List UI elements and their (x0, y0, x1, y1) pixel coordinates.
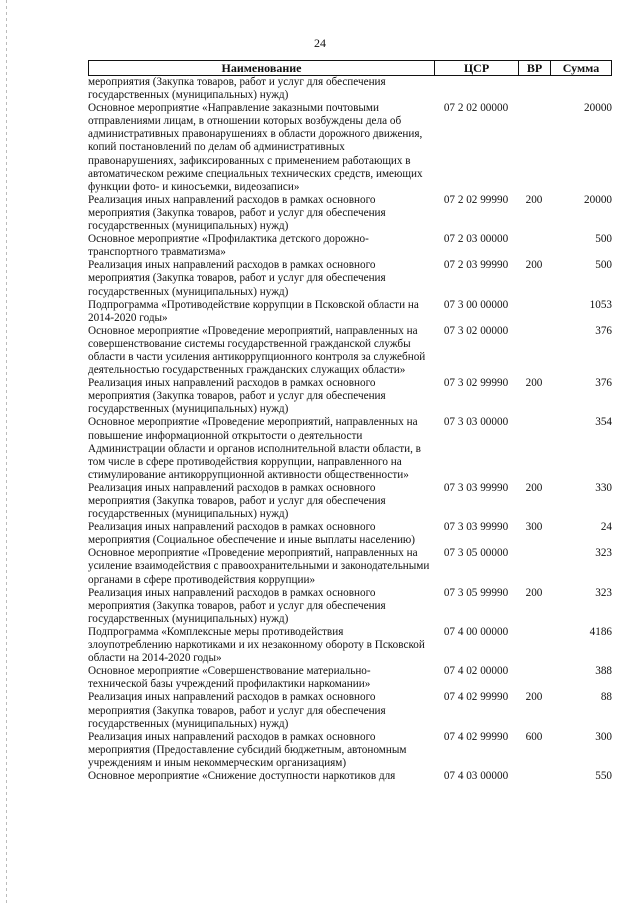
row-code: 07 4 03 00000 (443, 769, 509, 782)
row-name: Подпрограмма «Комплексные меры противодействия злоупотреблению наркотиками и их незаконному обороту в Псковской области на 2014-2020 годы» (88, 625, 425, 665)
row-name: Реализация иных направлений расходов в рамках основного мероприятия (Закупка товаров, работ и услуг для обеспечения государственных (муниципальных) нужд) (88, 377, 386, 416)
row-vr: 200 (525, 691, 543, 704)
row-sum: 388 (595, 665, 612, 678)
row-code: 07 4 00 00000 (443, 625, 509, 638)
row-name: Реализация иных направлений расходов в рамках основного мероприятия (Закупка товаров, работ и услуг для обеспечения государственных (муниципальных) нужд) (88, 691, 386, 730)
row-code (434, 76, 518, 102)
header-vr: ВР (519, 61, 551, 75)
row-code: 07 3 05 99990 (443, 586, 509, 599)
table-row (88, 377, 612, 416)
table-row (88, 482, 612, 521)
table-row (88, 102, 612, 194)
table-row (88, 731, 612, 770)
row-sum: 376 (595, 377, 612, 390)
row-name: Реализация иных направлений расходов в рамках основного мероприятия (Закупка товаров, работ и услуг для обеспечения государственных (муниципальных) нужд) (88, 193, 386, 233)
row-vr (518, 102, 550, 194)
table-row (88, 76, 612, 102)
row-sum: 550 (595, 769, 612, 782)
row-sum: 20000 (584, 102, 612, 115)
row-sum: 354 (595, 416, 612, 429)
row-name: Основное мероприятие «Проведение мероприятий, направленных на совершенствование системы государственной гражданской службы области в части усиления антикоррупционного контроля за служебной деятельностью государственных гражданских служащих области» (88, 324, 426, 377)
row-sum: 330 (595, 481, 612, 494)
row-sum (550, 76, 612, 102)
row-code: 07 4 02 00000 (443, 665, 509, 678)
row-code: 07 3 03 99990 (443, 521, 509, 534)
row-sum: 500 (595, 259, 612, 272)
row-name: Основное мероприятие «Снижение доступности наркотиков для (88, 769, 396, 782)
row-sum: 376 (595, 324, 612, 337)
row-code: 07 3 03 00000 (443, 416, 509, 429)
table-row (88, 325, 612, 377)
scan-edge-line (6, 0, 7, 905)
row-vr (518, 325, 550, 377)
row-vr (518, 626, 550, 665)
table-header (88, 60, 612, 76)
row-code: 07 3 02 99990 (443, 377, 509, 390)
table-row (88, 299, 612, 325)
row-vr: 200 (525, 193, 543, 206)
row-vr (518, 416, 550, 481)
row-vr: 200 (525, 481, 543, 494)
table-row (88, 194, 612, 233)
row-name: Основное мероприятие «Проведение мероприятий, направленных на усиление взаимодействия с правоохранительными и законодательными органами в сфере противодействия коррупции» (88, 547, 430, 586)
row-vr (518, 76, 550, 102)
row-vr (518, 299, 550, 325)
row-name: Подпрограмма «Противодействие коррупции в Псковской области на 2014-2020 годы» (88, 298, 419, 324)
table-row (88, 587, 612, 626)
header-name: Наименование (89, 61, 435, 75)
row-code: 07 3 05 00000 (443, 547, 509, 560)
row-name: Основное мероприятие «Профилактика детского дорожно-транспортного травматизма» (88, 233, 369, 259)
header-code: ЦСР (435, 61, 519, 75)
row-code: 07 3 03 99990 (443, 481, 509, 494)
row-code: 07 4 02 99990 (443, 730, 509, 743)
row-name: Основное мероприятие «Совершенствование материально-технической базы учреждений профилактики наркомании» (88, 665, 371, 691)
row-vr (518, 233, 550, 259)
row-code: 07 3 00 00000 (443, 298, 509, 311)
row-name: мероприятия (Закупка товаров, работ и услуг для обеспечения государственных (муниципальных) нужд) (88, 76, 386, 102)
table-row (88, 233, 612, 259)
row-name: Основное мероприятие «Направление заказными почтовыми отправлениями лицам, в отношении которых возбуждены дела об административных правонарушениях в области дорожного движения, копий постановлений по делам об административных правонарушениях, зафиксированных с применением работающих в автоматическом режиме специальных технических средств, имеющих функции фото- и киносъемки, видеозаписи» (88, 102, 423, 193)
row-vr: 200 (525, 259, 543, 272)
header-sum: Сумма (562, 60, 600, 75)
table-body (88, 76, 612, 783)
row-sum: 24 (600, 521, 612, 534)
row-sum: 20000 (584, 193, 612, 206)
table-row (88, 547, 612, 586)
row-vr (518, 665, 550, 691)
row-name: Реализация иных направлений расходов в рамках основного мероприятия (Предоставление субсидий бюджетным, автономным учреждениям и иным некоммерческим организациям) (88, 730, 407, 769)
row-vr (518, 547, 550, 586)
row-vr: 600 (525, 730, 543, 743)
row-vr: 200 (525, 377, 543, 390)
row-name: Реализация иных направлений расходов в рамках основного мероприятия (Социальное обеспечение и иные выплаты населению) (88, 521, 416, 547)
table-row (88, 416, 612, 481)
table-row (88, 259, 612, 298)
row-code: 07 3 02 00000 (443, 324, 509, 337)
row-vr: 200 (525, 586, 543, 599)
row-code: 07 2 02 00000 (443, 102, 509, 115)
table-row (88, 691, 612, 730)
row-vr (518, 770, 550, 783)
row-sum: 323 (595, 586, 612, 599)
table-row (88, 521, 612, 547)
row-name: Основное мероприятие «Проведение мероприятий, направленных на повышение информационной открытости о деятельности Администрации области и органов исполнительной власти области, в том числе в сфере противодействия коррупции, направленного на стимулирование антикоррупционной активности общественности» (88, 416, 421, 481)
row-code: 07 2 03 99990 (443, 259, 509, 272)
row-sum: 300 (595, 730, 612, 743)
row-sum: 4186 (589, 625, 612, 638)
row-sum: 323 (595, 547, 612, 560)
row-code: 07 2 02 99990 (443, 193, 509, 206)
row-name: Реализация иных направлений расходов в рамках основного мероприятия (Закупка товаров, работ и услуг для обеспечения государственных (муниципальных) нужд) (88, 586, 386, 625)
row-code: 07 4 02 99990 (443, 691, 509, 704)
page-number: 24 (314, 36, 326, 50)
table-row (88, 770, 612, 783)
table-row (88, 665, 612, 691)
row-name: Реализация иных направлений расходов в рамках основного мероприятия (Закупка товаров, работ и услуг для обеспечения государственных (муниципальных) нужд) (88, 259, 386, 298)
row-vr: 300 (525, 521, 543, 534)
budget-table (88, 60, 612, 783)
row-sum: 88 (600, 691, 612, 704)
row-name: Реализация иных направлений расходов в рамках основного мероприятия (Закупка товаров, работ и услуг для обеспечения государственных (муниципальных) нужд) (88, 481, 386, 521)
row-sum: 1053 (589, 298, 612, 311)
row-sum: 500 (595, 233, 612, 246)
row-code: 07 2 03 00000 (443, 233, 509, 246)
table-row (88, 626, 612, 665)
